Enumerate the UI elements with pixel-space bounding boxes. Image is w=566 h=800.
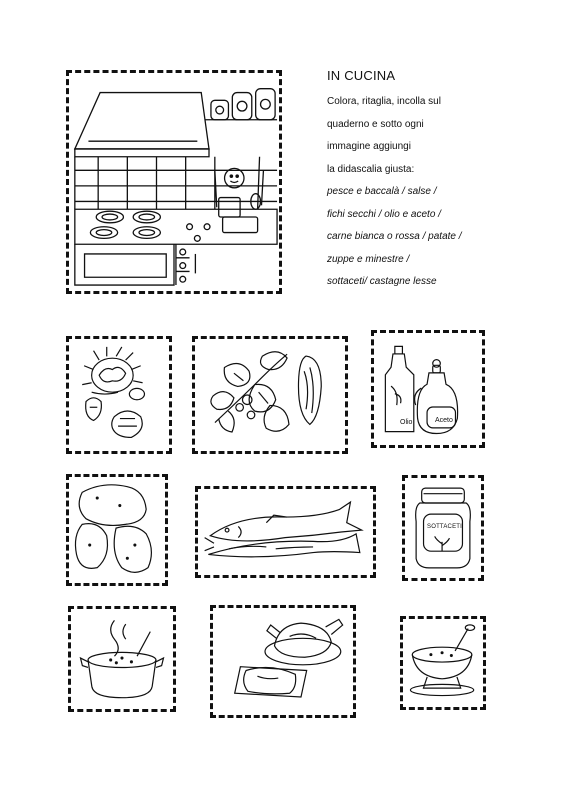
vinegar-label: Aceto xyxy=(435,417,453,424)
instructions-block xyxy=(327,68,557,294)
pickles-jar-illustration xyxy=(402,475,484,581)
instruction-line: la didascalia giusta: xyxy=(327,163,415,175)
oil-label: Olio xyxy=(400,419,413,426)
kitchen-illustration xyxy=(66,70,282,294)
page-title: IN CUCINA xyxy=(327,68,396,83)
pickles-label: SOTTACETI xyxy=(427,524,463,530)
caption-option: carne bianca o rossa / patate / xyxy=(327,231,462,242)
caption-option: fichi secchi / olio e aceto / xyxy=(327,208,441,220)
caption-option: sottaceti/ castagne lesse xyxy=(327,276,437,287)
instruction-line: quaderno e sotto ogni xyxy=(327,118,424,130)
soup-bowl-illustration xyxy=(400,616,486,710)
dried-figs-illustration xyxy=(192,336,348,454)
fish-illustration xyxy=(195,486,376,578)
caption-option: pesce e baccalà / salse / xyxy=(327,186,437,197)
caption-option: zuppe e minestre / xyxy=(327,253,410,265)
soup-pot-illustration xyxy=(68,606,176,712)
potatoes-illustration xyxy=(66,474,168,586)
oil-and-vinegar-illustration xyxy=(371,330,485,448)
chestnuts-illustration xyxy=(66,336,172,454)
meat-illustration xyxy=(210,605,356,718)
instruction-line: immagine aggiungi xyxy=(327,141,411,152)
instruction-line: Colora, ritaglia, incolla sul xyxy=(327,96,441,107)
